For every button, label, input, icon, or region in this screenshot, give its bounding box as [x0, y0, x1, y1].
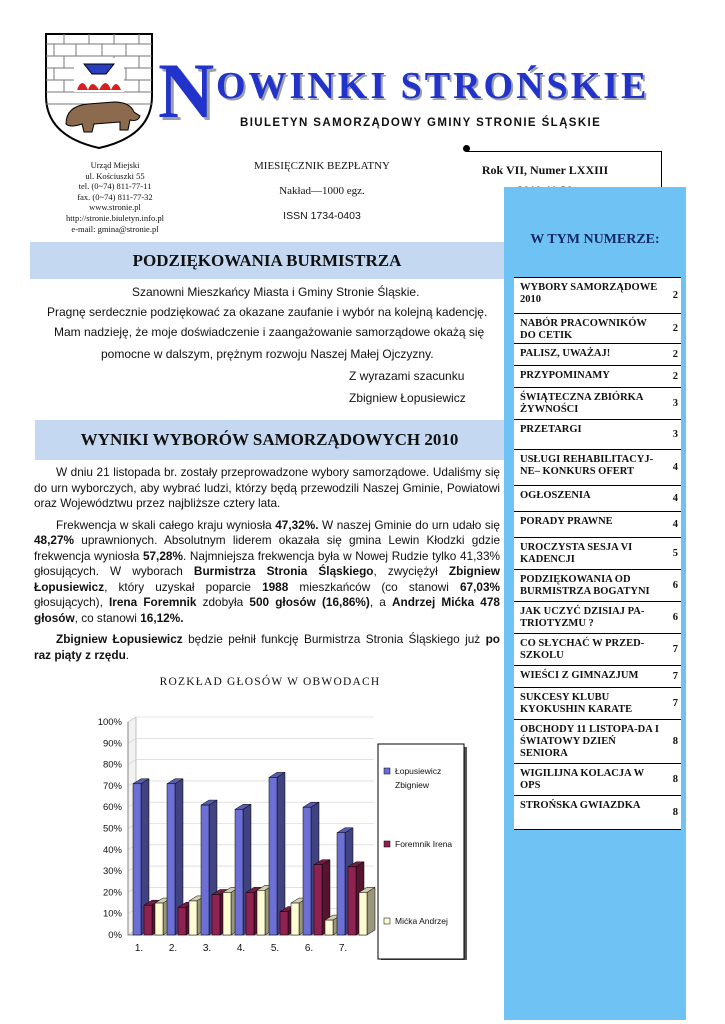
toc-item-page: 2: [672, 370, 678, 382]
contact-line: Urząd Miejski: [90, 160, 140, 170]
bar: [189, 901, 197, 935]
text-run: , zwyciężył: [373, 564, 449, 578]
legend-label: Łopusiewicz Zbigniew: [395, 766, 442, 790]
toc-item[interactable]: [514, 314, 681, 344]
toc-item[interactable]: [514, 720, 681, 764]
contact-line: tel. (0~74) 811-77-11: [78, 181, 152, 192]
legend-swatch: [384, 841, 390, 847]
toc-item-label: UROCZYSTA SESJA VI KADENCJI: [520, 542, 633, 565]
toc-item-label: SUKCESY KLUBU KYOKUSHIN KARATE: [520, 692, 633, 715]
toc-item[interactable]: [514, 634, 681, 666]
toc-item-page: 4: [672, 461, 678, 473]
x-tick-label: 4.: [236, 943, 246, 954]
toc-item-page: 7: [672, 643, 678, 655]
y-tick-label: 30%: [102, 866, 122, 878]
publication-type: MIESIĘCZNIK BEZPŁATNY: [254, 160, 390, 172]
toc-item[interactable]: [514, 764, 681, 796]
article-body: [34, 465, 500, 669]
bold-text: 67,03%: [459, 579, 500, 594]
contact-line: ul. Kościuszki 55: [85, 170, 145, 181]
contact-link[interactable]: http://stronie.biuletyn.info.pl: [66, 212, 164, 223]
text-run: , co stanowi: [74, 610, 141, 625]
toc-item-page: 5: [672, 547, 678, 559]
toc-item[interactable]: [514, 486, 681, 512]
toc-item[interactable]: [514, 666, 681, 688]
bold-text: Burmistrza Stronia Śląskiego: [193, 564, 374, 578]
toc-item-page: 8: [672, 806, 678, 818]
toc-item[interactable]: [514, 538, 681, 570]
bar: [348, 867, 356, 935]
toc-item-label: JAK UCZYĆ DZISIAJ PA-TRIOTYZMU ?: [520, 606, 645, 629]
y-tick-label: 50%: [102, 823, 122, 835]
bar: [133, 784, 141, 935]
publication-info: [232, 160, 412, 235]
bar: [269, 777, 277, 935]
toc-item-page: 7: [672, 697, 678, 709]
toc-item-label: USŁUGI REHABILITACYJ-NE– KONKURS OFERT: [520, 454, 654, 477]
legend-box: [378, 744, 464, 959]
contact-email[interactable]: e-mail: gmina@stronie.pl: [71, 223, 159, 234]
text-run: W naszej Gminie do urn udało się: [318, 517, 500, 532]
legend-label: Foremnik Irena: [395, 839, 453, 849]
bar: [178, 907, 186, 935]
toc-item-label: STROŃSKA GWIAZDKA: [520, 800, 641, 811]
x-tick-label: 2.: [168, 943, 178, 954]
contact-link[interactable]: www.stronie.pl: [89, 202, 141, 213]
text-run: głosujących),: [34, 595, 109, 609]
bold-text: 16,12%.: [140, 610, 184, 625]
bar: [337, 833, 345, 935]
legend-label: Mićka Andrzej: [395, 916, 448, 926]
toc-item-page: 3: [672, 397, 678, 409]
toc-item[interactable]: [514, 388, 681, 420]
toc-item[interactable]: [514, 512, 681, 538]
bold-text: 57,28%: [142, 548, 183, 563]
bar: [167, 784, 175, 935]
bar: [303, 807, 311, 935]
toc-item-label: OGŁOSZENIA: [520, 490, 591, 501]
y-tick-label: 10%: [102, 908, 122, 920]
bold-text: 48,27%: [34, 533, 75, 547]
y-tick-label: 60%: [102, 802, 122, 814]
bar: [246, 892, 254, 935]
toc-item-label: PRZETARGI: [520, 424, 582, 435]
bar-side: [367, 887, 375, 935]
toc-item-page: 2: [672, 322, 678, 334]
bold-text: po raz piąty z rzędu: [34, 632, 501, 662]
thanks-line: Szanowni Mieszkańcy Miasta i Gminy Stronie Śląskie.: [132, 285, 420, 299]
legend-swatch: [384, 918, 390, 924]
thanks-line: Pragnę serdecznie podziękować za okazane zaufanie i wybór na kolejną kadencję.: [47, 305, 488, 319]
table-of-contents: [514, 277, 681, 830]
toc-item[interactable]: [514, 570, 681, 602]
y-tick-label: 40%: [102, 844, 122, 856]
bold-text: Irena Foremnik: [109, 595, 197, 609]
issue-number: Rok VII, Numer LXXIII: [481, 163, 609, 177]
x-tick-label: 6.: [304, 943, 314, 954]
coat-of-arms-logo: [44, 32, 154, 150]
toc-item-page: 2: [672, 289, 678, 301]
toc-item-page: 4: [672, 492, 678, 504]
y-tick-label: 20%: [102, 887, 122, 899]
x-tick-label: 1.: [134, 943, 144, 954]
toc-item-page: 7: [672, 670, 678, 682]
bar: [280, 912, 288, 935]
thanks-signature: Zbigniew Łopusiewicz: [349, 391, 466, 405]
thanks-signoff: Z wyrazami szacunku: [349, 369, 465, 383]
title-text: OWINKI STROŃSKIE: [216, 65, 650, 107]
text-run: . Najmniejsza frekwencja była w Nowej Rudzie tylko 41,33% głosujących. W wyborach: [34, 548, 500, 578]
toc-item-label: NABÓR PRACOWNIKÓW DO CETIK: [520, 318, 647, 341]
toc-item-label: OBCHODY 11 LISTOPA-DA I ŚWIATOWY DZIEŃ SENIORA: [520, 724, 659, 759]
toc-item-label: CO SŁYCHAĆ W PRZED-SZKOLU: [520, 638, 645, 661]
x-tick-label: 7.: [338, 943, 348, 954]
thanks-line: pomocne w dalszym, prężnym rozwoju Naszej Małej Ojczyzny.: [101, 347, 434, 361]
toc-item-page: 8: [672, 773, 678, 785]
toc-item-label: PORADY PRAWNE: [520, 516, 613, 527]
toc-item[interactable]: [514, 344, 681, 366]
section-heading-elections: WYNIKI WYBORÓW SAMORZĄDOWYCH 2010: [35, 420, 504, 460]
chart-title: ROZKŁAD GŁOSÓW W OBWODACH: [159, 676, 381, 688]
y-tick-label: 80%: [102, 759, 122, 771]
text-run: .: [125, 647, 130, 662]
toc-item-label: PRZYPOMINAMY: [520, 370, 610, 381]
toc-item[interactable]: [514, 796, 681, 830]
bar: [257, 890, 265, 935]
contact-block: [30, 160, 200, 234]
toc-item[interactable]: [514, 450, 681, 486]
bold-text: Zbigniew Łopusiewicz: [34, 564, 500, 594]
bar: [359, 892, 367, 935]
bar: [325, 920, 333, 935]
toc-item-page: 6: [672, 579, 678, 591]
text-run: , który uzyskał poparcie: [104, 579, 263, 594]
divider: [466, 151, 662, 152]
toc-item-page: 8: [672, 735, 678, 747]
text-run: mieszkańców (co stanowi: [288, 579, 460, 594]
toc-item-label: WIEŚCI Z GIMNAZJUM: [520, 670, 639, 681]
section-heading-thanks: PODZIĘKOWANIA BURMISTRZA: [30, 242, 504, 279]
toc-item[interactable]: [514, 602, 681, 634]
toc-item-label: WYBORY SAMORZĄDOWE 2010: [520, 282, 658, 305]
text-run: uprawnionych. Absolutnym liderem okazała się gmina Lewin Kłodzki gdzie frekwencja wyniosła: [34, 533, 500, 563]
bar: [223, 892, 231, 935]
text-run: , a: [369, 595, 392, 609]
article-paragraph: W dniu 21 listopada br. zostały przeprowadzone wybory samorządowe. Udaliśmy się do urn wyborczych, aby wybrać ludzi, którzy będą przewodzili Naszej Gminie, Powiatowi oraz Województwu przez najbliższe cztery lata.: [34, 465, 500, 510]
bar-chart: [60, 710, 470, 960]
bar: [235, 809, 243, 935]
bold-text: 1988: [262, 579, 289, 594]
bold-text: Andrzej Mićka 478 głosów: [34, 595, 500, 625]
bar: [291, 903, 299, 935]
text-run: będzie pełnił funkcję Burmistrza Stronia Śląskiego już: [182, 632, 486, 646]
issn: ISSN 1734-0403: [283, 210, 361, 222]
text-run: zdobyła: [196, 595, 250, 609]
toc-item-label: PODZIĘKOWANIA OD BURMISTRZA BOGATYNI: [520, 574, 650, 597]
y-tick-label: 100%: [97, 717, 122, 728]
bar: [314, 865, 322, 935]
y-tick-label: 90%: [102, 738, 122, 750]
toc-item-page: 3: [672, 428, 678, 440]
x-tick-label: 3.: [202, 943, 212, 954]
bar: [201, 805, 209, 935]
toc-item-label: ŚWIĄTECZNA ZBIÓRKA ŻYWNOŚCI: [520, 392, 643, 415]
contact-line: fax. (0~74) 811-77-32: [77, 191, 153, 202]
title-initial: N: [158, 47, 215, 134]
toc-item-label: PALISZ, UWAŻAJ!: [520, 348, 611, 359]
sidebar-heading: W TYM NUMERZE:: [530, 232, 660, 247]
bar: [144, 905, 152, 935]
y-tick-label: 70%: [102, 780, 122, 792]
y-tick-label: 0%: [108, 930, 122, 941]
toc-item-page: 4: [672, 518, 678, 530]
toc-item[interactable]: [514, 366, 681, 388]
bar: [155, 903, 163, 935]
thanks-line: Mam nadzieję, że moje doświadczenie i zaangażowanie samorządowe okażą się: [54, 325, 485, 339]
bold-text: Zbigniew Łopusiewicz: [56, 632, 183, 646]
legend-swatch: [384, 768, 390, 774]
article-paragraph: [34, 518, 500, 627]
bold-text: 47,32%.: [275, 517, 319, 532]
x-tick-label: 5.: [270, 943, 280, 954]
subtitle: BIULETYN SAMORZĄDOWY GMINY STRONIE ŚLĄSKIE: [240, 117, 602, 129]
toc-item-page: 6: [672, 611, 678, 623]
bold-text: 500 głosów (16,86%): [249, 595, 370, 609]
toc-item[interactable]: [514, 420, 681, 450]
toc-item-page: 2: [672, 348, 678, 360]
divider: [661, 151, 662, 187]
circulation: Nakład—1000 egz.: [279, 185, 365, 197]
bar: [212, 895, 220, 935]
text-run: Frekwencja w skali całego kraju wyniosła: [56, 517, 276, 532]
article-paragraph: [34, 632, 500, 663]
toc-item[interactable]: [514, 278, 681, 314]
toc-item[interactable]: [514, 688, 681, 720]
toc-item-label: WIGILIJNA KOLACJA W OPS: [520, 768, 644, 791]
